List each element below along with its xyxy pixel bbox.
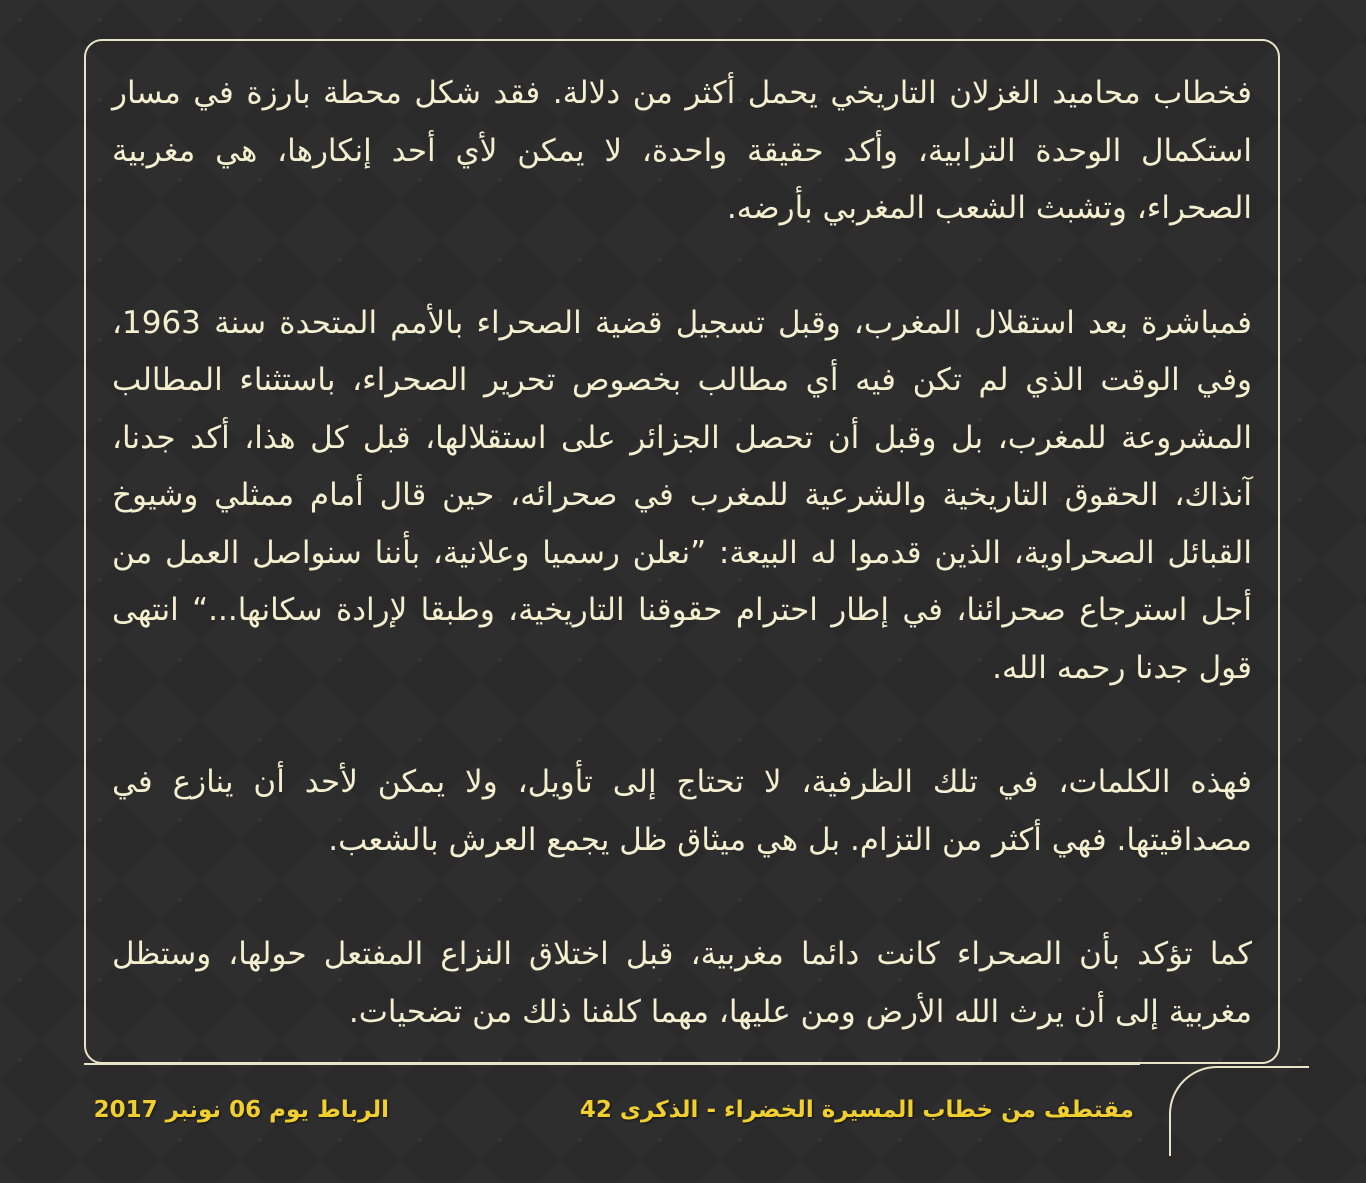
quote-text xyxy=(112,65,1252,1041)
footer-divider xyxy=(84,1063,1140,1065)
quote-paragraph-1: فخطاب محاميد الغزلان التاريخي يحمل أكثر من دلالة. فقد شكل محطة بارزة في مسار استكمال الوحدة الترابية، وأكد حقيقة واحدة، لا يمكن لأي أحد إنكارها، هي مغربية الصحراء، وتشبث الشعب المغربي بأرضه. xyxy=(112,75,1252,226)
speech-source: مقتطف من خطاب المسيرة الخضراء - الذكرى 42 xyxy=(579,1097,1134,1123)
footer-corner-decoration xyxy=(1169,1066,1309,1156)
place-date: الرباط يوم 06 نونبر 2017 xyxy=(93,1097,389,1123)
quote-box xyxy=(84,39,1280,1064)
quote-paragraph-2: فمباشرة بعد استقلال المغرب، وقبل تسجيل قضية الصحراء بالأمم المتحدة سنة 1963، وفي الوقت الذي لم تكن فيه أي مطالب بخصوص تحرير الصحراء، باستثناء المطالب المشروعة للمغرب، بل وقبل أن تحصل الجزائر على استقلالها، قبل كل هذا، أكد جدنا، آنذاك، الحقوق التاريخية والشرعية للمغرب في صحرائه، حين قال أمام ممثلي وشيوخ القبائل الصحراوية، الذين قدموا له البيعة: ”نعلن رسميا وعلانية، بأننا سنواصل العمل من أجل استرجاع صحرائنا، في إطار احترام حقوقنا التاريخية، وطبقا لإرادة سكانها...“ انتهى قول جدنا رحمه الله. xyxy=(112,304,1252,686)
quote-paragraph-3: فهذه الكلمات، في تلك الظرفية، لا تحتاج إلى تأويل، ولا يمكن لأحد أن ينازع في مصداقيتها. فهي أكثر من التزام. بل هي ميثاق ظل يجمع العرش بالشعب. xyxy=(112,764,1252,858)
quote-paragraph-4: كما تؤكد بأن الصحراء كانت دائما مغربية، قبل اختلاق النزاع المفتعل حولها، وستظل مغربية إلى أن يرث الله الأرض ومن عليها، مهما كلفنا ذلك من تضحيات. xyxy=(112,936,1252,1030)
